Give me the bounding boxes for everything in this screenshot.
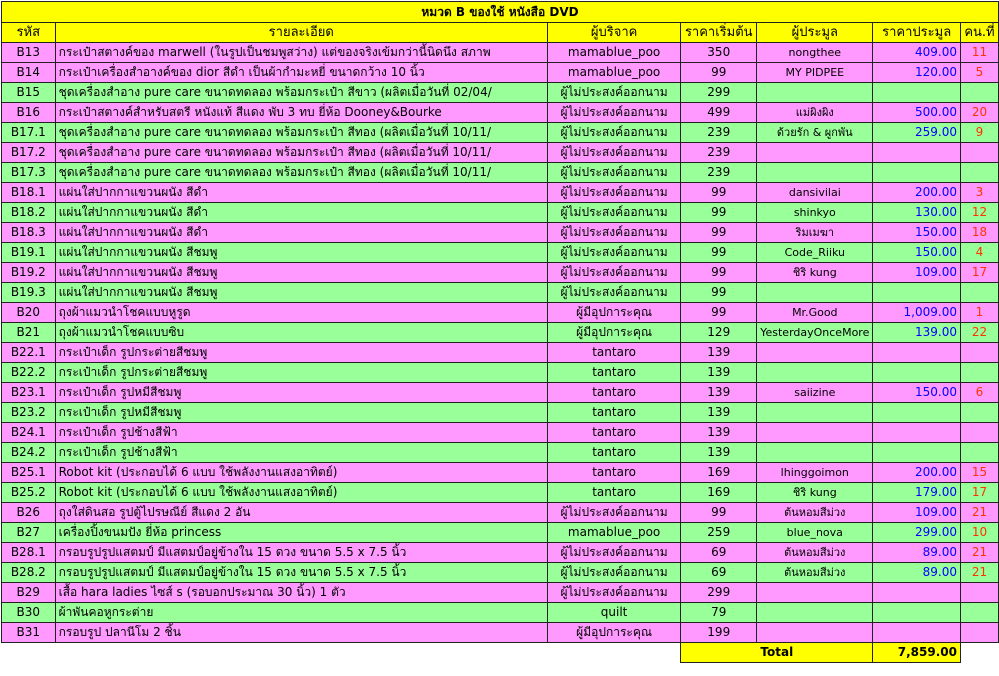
cell-bid-price [873,343,961,363]
cell-bid-price [873,603,961,623]
cell-code: B25.1 [2,463,56,483]
cell-bid-price: 259.00 [873,123,961,143]
cell-start-price: 79 [681,603,757,623]
cell-count: 11 [960,43,998,63]
header-bid-price: ราคาประมูล [873,23,961,43]
table-row [2,43,999,63]
cell-bidder: แม่ผิงผิง [757,103,873,123]
table-row [2,423,999,443]
table-row [2,583,999,603]
cell-code: B17.3 [2,163,56,183]
cell-start-price: 239 [681,123,757,143]
cell-bidder: shinkyo [757,203,873,223]
cell-bid-price: 409.00 [873,43,961,63]
cell-bidder: ด้วยรัก & ผูกพัน [757,123,873,143]
cell-count: 3 [960,183,998,203]
cell-detail: กรอบรูป ปลานีโม 2 ชิ้น [55,623,547,643]
cell-detail: Robot kit (ประกอบได้ 6 แบบ ใช้พลังงานแสงอาทิตย์) [55,463,547,483]
spacer [2,643,681,663]
header-row [2,23,999,43]
cell-bidder [757,83,873,103]
cell-start-price: 99 [681,503,757,523]
spacer [960,643,998,663]
cell-donor: mamablue_poo [547,43,680,63]
cell-detail: แผ่นใส่ปากกาแขวนผนัง สีดำ [55,203,547,223]
cell-bid-price: 179.00 [873,483,961,503]
cell-detail: เครื่องปิ้งขนมปัง ยี่ห้อ princess [55,523,547,543]
table-row [2,463,999,483]
cell-donor: ผู้ไม่ประสงค์ออกนาม [547,103,680,123]
cell-donor: ผู้มีอุปการะคุณ [547,623,680,643]
cell-count: 10 [960,523,998,543]
table-row [2,63,999,83]
cell-detail: เสื้อ hara ladies ไซส์ s (รอบอกประมาณ 30 นิ้ว) 1 ตัว [55,583,547,603]
cell-code: B24.1 [2,423,56,443]
cell-bidder: Mr.Good [757,303,873,323]
table-row [2,163,999,183]
cell-detail: แผ่นใส่ปากกาแขวนผนัง สีชมพู [55,243,547,263]
cell-count [960,583,998,603]
cell-detail: ชุดเครื่องสำอาง pure care ขนาดทดลอง พร้อมกระเป๋า สีทอง (ผลิตเมื่อวันที่ 10/11/ [55,163,547,183]
cell-bidder [757,603,873,623]
auction-table [1,1,999,663]
table-row [2,603,999,623]
cell-donor: ผู้ไม่ประสงค์ออกนาม [547,83,680,103]
cell-count: 4 [960,243,998,263]
cell-start-price: 299 [681,583,757,603]
total-row [2,643,999,663]
cell-donor: ผู้ไม่ประสงค์ออกนาม [547,583,680,603]
cell-bid-price: 500.00 [873,103,961,123]
cell-code: B13 [2,43,56,63]
cell-code: B27 [2,523,56,543]
cell-bid-price [873,623,961,643]
table-row [2,123,999,143]
cell-count [960,423,998,443]
table-row [2,563,999,583]
cell-count [960,343,998,363]
cell-start-price: 169 [681,463,757,483]
total-value: 7,859.00 [873,643,961,663]
cell-code: B19.3 [2,283,56,303]
cell-start-price: 239 [681,163,757,183]
cell-detail: กระเป๋าเครื่องสำอางค์ของ dior สีดำ เป็นผ้ากำมะหยี่ ขนาดกว้าง 10 นิ้ว [55,63,547,83]
cell-donor: ผู้ไม่ประสงค์ออกนาม [547,203,680,223]
cell-detail: กระเป๋าเด็ก รูปหมีสีชมพู [55,403,547,423]
cell-donor: tantaro [547,483,680,503]
cell-code: B18.1 [2,183,56,203]
cell-detail: กระเป๋าเด็ก รูปช้างสีฟ้า [55,423,547,443]
cell-count: 22 [960,323,998,343]
cell-start-price: 99 [681,183,757,203]
cell-code: B29 [2,583,56,603]
cell-bid-price [873,403,961,423]
cell-bid-price: 150.00 [873,223,961,243]
header-code: รหัส [2,23,56,43]
cell-detail: กระเป๋าสตางค์ของ marwell (ในรูปเป็นชมพูสว่าง) แต่ของจริงเข้มกว่านี้นิดนึง สภาพ [55,43,547,63]
cell-detail: แผ่นใส่ปากกาแขวนผนัง สีดำ [55,183,547,203]
cell-code: B23.2 [2,403,56,423]
header-detail: รายละเอียด [55,23,547,43]
cell-detail: ชุดเครื่องสำอาง pure care ขนาดทดลอง พร้อมกระเป๋า สีขาว (ผลิตเมื่อวันที่ 02/04/ [55,83,547,103]
cell-bidder: blue_nova [757,523,873,543]
cell-start-price: 69 [681,563,757,583]
cell-bidder: ต้นหอมสีม่วง [757,543,873,563]
table-row [2,263,999,283]
cell-bid-price: 150.00 [873,383,961,403]
cell-donor: mamablue_poo [547,63,680,83]
cell-bidder [757,363,873,383]
cell-donor: ผู้ไม่ประสงค์ออกนาม [547,543,680,563]
cell-donor: ผู้ไม่ประสงค์ออกนาม [547,263,680,283]
cell-bidder: ต้นหอมสีม่วง [757,503,873,523]
cell-bid-price [873,583,961,603]
cell-bid-price [873,143,961,163]
cell-count: 15 [960,463,998,483]
cell-detail: กรอบรูปรูปแสตมป์ มีแสตมป์อยู่ข้างใน 15 ดวง ขนาด 5.5 x 7.5 นิ้ว [55,543,547,563]
cell-donor: ผู้มีอุปการะคุณ [547,323,680,343]
cell-count: 20 [960,103,998,123]
cell-donor: ผู้ไม่ประสงค์ออกนาม [547,163,680,183]
header-count: คน.ที่ [960,23,998,43]
cell-start-price: 99 [681,263,757,283]
cell-count: 21 [960,503,998,523]
cell-start-price: 99 [681,243,757,263]
cell-count [960,603,998,623]
cell-count: 1 [960,303,998,323]
cell-code: B30 [2,603,56,623]
cell-start-price: 139 [681,383,757,403]
table-row [2,103,999,123]
cell-detail: กระเป๋าเด็ก รูปกระต่ายสีชมพู [55,363,547,383]
cell-bidder [757,163,873,183]
cell-detail: กระเป๋าสตางค์สำหรับสตรี หนังแท้ สีแดง พับ 3 ทบ ยี่ห้อ Dooney&Bourke [55,103,547,123]
cell-bidder [757,343,873,363]
table-row [2,443,999,463]
cell-bid-price: 139.00 [873,323,961,343]
table-row [2,543,999,563]
cell-count [960,163,998,183]
cell-code: B24.2 [2,443,56,463]
cell-code: B19.2 [2,263,56,283]
cell-count: 6 [960,383,998,403]
cell-start-price: 139 [681,343,757,363]
cell-bidder [757,443,873,463]
cell-count [960,403,998,423]
cell-bid-price: 89.00 [873,563,961,583]
table-row [2,183,999,203]
cell-code: B14 [2,63,56,83]
cell-bid-price: 299.00 [873,523,961,543]
table-row [2,203,999,223]
cell-start-price: 129 [681,323,757,343]
cell-bid-price: 150.00 [873,243,961,263]
cell-code: B22.2 [2,363,56,383]
cell-donor: ผู้ไม่ประสงค์ออกนาม [547,223,680,243]
cell-start-price: 350 [681,43,757,63]
cell-donor: tantaro [547,423,680,443]
cell-donor: tantaro [547,343,680,363]
cell-code: B31 [2,623,56,643]
cell-count: 5 [960,63,998,83]
cell-donor: ผู้ไม่ประสงค์ออกนาม [547,143,680,163]
cell-detail: ถุงใส่ดินสอ รูปตู้ไปรษณีย์ สีแดง 2 อัน [55,503,547,523]
cell-donor: quilt [547,603,680,623]
cell-bidder [757,423,873,443]
cell-start-price: 99 [681,283,757,303]
cell-bidder [757,403,873,423]
cell-start-price: 139 [681,363,757,383]
table-row [2,83,999,103]
cell-bidder: saiizine [757,383,873,403]
cell-count: 21 [960,543,998,563]
cell-count [960,283,998,303]
cell-bid-price [873,423,961,443]
cell-bidder: Code_Riiku [757,243,873,263]
cell-donor: ผู้ไม่ประสงค์ออกนาม [547,123,680,143]
cell-start-price: 99 [681,63,757,83]
cell-bidder [757,583,873,603]
cell-detail: ชุดเครื่องสำอาง pure care ขนาดทดลอง พร้อมกระเป๋า สีทอง (ผลิตเมื่อวันที่ 10/11/ [55,123,547,143]
cell-detail: Robot kit (ประกอบได้ 6 แบบ ใช้พลังงานแสงอาทิตย์) [55,483,547,503]
cell-code: B26 [2,503,56,523]
cell-start-price: 139 [681,423,757,443]
table-row [2,403,999,423]
cell-bidder: ริมเมฆา [757,223,873,243]
cell-donor: tantaro [547,443,680,463]
table-row [2,323,999,343]
cell-donor: mamablue_poo [547,523,680,543]
cell-donor: ผู้ไม่ประสงค์ออกนาม [547,503,680,523]
table-row [2,523,999,543]
cell-code: B19.1 [2,243,56,263]
cell-donor: tantaro [547,403,680,423]
table-row [2,623,999,643]
cell-count [960,83,998,103]
cell-detail: กรอบรูปรูปแสตมป์ มีแสตมป์อยู่ข้างใน 15 ดวง ขนาด 5.5 x 7.5 นิ้ว [55,563,547,583]
cell-code: B23.1 [2,383,56,403]
table-row [2,303,999,323]
cell-bid-price: 89.00 [873,543,961,563]
table-row [2,483,999,503]
table-row [2,143,999,163]
cell-bid-price [873,363,961,383]
cell-count [960,143,998,163]
cell-bidder: ชิริ kung [757,263,873,283]
cell-detail: กระเป๋าเด็ก รูปหมีสีชมพู [55,383,547,403]
cell-start-price: 99 [681,203,757,223]
cell-bidder [757,143,873,163]
cell-detail: กระเป๋าเด็ก รูปช้างสีฟ้า [55,443,547,463]
cell-bid-price [873,283,961,303]
cell-detail: แผ่นใส่ปากกาแขวนผนัง สีดำ [55,223,547,243]
cell-code: B16 [2,103,56,123]
cell-count [960,443,998,463]
cell-code: B28.1 [2,543,56,563]
cell-bidder: dansivilai [757,183,873,203]
cell-detail: กระเป๋าเด็ก รูปกระต่ายสีชมพู [55,343,547,363]
cell-detail: ถุงผ้าแมวนำโชคแบบซิบ [55,323,547,343]
cell-start-price: 259 [681,523,757,543]
cell-code: B17.1 [2,123,56,143]
table-row [2,243,999,263]
cell-donor: ผู้ไม่ประสงค์ออกนาม [547,283,680,303]
table-row [2,383,999,403]
cell-detail: แผ่นใส่ปากกาแขวนผนัง สีชมพู [55,283,547,303]
cell-count: 12 [960,203,998,223]
cell-bid-price: 130.00 [873,203,961,223]
cell-start-price: 499 [681,103,757,123]
cell-bidder: nongthee [757,43,873,63]
cell-start-price: 139 [681,443,757,463]
table-row [2,283,999,303]
cell-bid-price: 109.00 [873,503,961,523]
cell-start-price: 69 [681,543,757,563]
cell-bid-price [873,163,961,183]
cell-code: B28.2 [2,563,56,583]
table-row [2,223,999,243]
cell-code: B18.2 [2,203,56,223]
cell-detail: ผ้าพันคอหูกระต่าย [55,603,547,623]
cell-bidder [757,283,873,303]
cell-code: B20 [2,303,56,323]
cell-count: 9 [960,123,998,143]
cell-bidder: lhinggoimon [757,463,873,483]
cell-bid-price: 120.00 [873,63,961,83]
cell-bidder: ต้นหอมสีม่วง [757,563,873,583]
table-row [2,363,999,383]
cell-count: 18 [960,223,998,243]
cell-start-price: 199 [681,623,757,643]
cell-start-price: 299 [681,83,757,103]
cell-detail: แผ่นใส่ปากกาแขวนผนัง สีชมพู [55,263,547,283]
cell-donor: ผู้ไม่ประสงค์ออกนาม [547,243,680,263]
cell-donor: ผู้ไม่ประสงค์ออกนาม [547,563,680,583]
cell-bid-price: 1,009.00 [873,303,961,323]
header-donor: ผู้บริจาค [547,23,680,43]
cell-count: 17 [960,483,998,503]
cell-bid-price: 200.00 [873,463,961,483]
cell-detail: ชุดเครื่องสำอาง pure care ขนาดทดลอง พร้อมกระเป๋า สีทอง (ผลิตเมื่อวันที่ 10/11/ [55,143,547,163]
title-row [2,2,999,23]
header-start-price: ราคาเริ่มต้น [681,23,757,43]
cell-code: B17.2 [2,143,56,163]
cell-detail: ถุงผ้าแมวนำโชคแบบหูรูด [55,303,547,323]
cell-bid-price: 109.00 [873,263,961,283]
cell-count: 21 [960,563,998,583]
cell-code: B21 [2,323,56,343]
cell-donor: tantaro [547,363,680,383]
cell-bid-price [873,443,961,463]
cell-count [960,623,998,643]
cell-bid-price [873,83,961,103]
cell-start-price: 99 [681,303,757,323]
cell-code: B18.3 [2,223,56,243]
cell-bidder: YesterdayOnceMore [757,323,873,343]
cell-start-price: 169 [681,483,757,503]
cell-code: B15 [2,83,56,103]
cell-count [960,363,998,383]
cell-bidder [757,623,873,643]
cell-bid-price: 200.00 [873,183,961,203]
cell-count: 17 [960,263,998,283]
cell-code: B25.2 [2,483,56,503]
cell-bidder: MY PIDPEE [757,63,873,83]
cell-donor: ผู้ไม่ประสงค์ออกนาม [547,183,680,203]
cell-donor: tantaro [547,463,680,483]
cell-code: B22.1 [2,343,56,363]
cell-start-price: 139 [681,403,757,423]
cell-donor: tantaro [547,383,680,403]
cell-donor: ผู้มีอุปการะคุณ [547,303,680,323]
total-label: Total [681,643,873,663]
table-row [2,503,999,523]
table-row [2,343,999,363]
cell-bidder: ชิริ kung [757,483,873,503]
cell-start-price: 239 [681,143,757,163]
sheet-title: หมวด B ของใช้ หนังสือ DVD [2,2,999,23]
header-bidder: ผู้ประมูล [757,23,873,43]
cell-start-price: 99 [681,223,757,243]
